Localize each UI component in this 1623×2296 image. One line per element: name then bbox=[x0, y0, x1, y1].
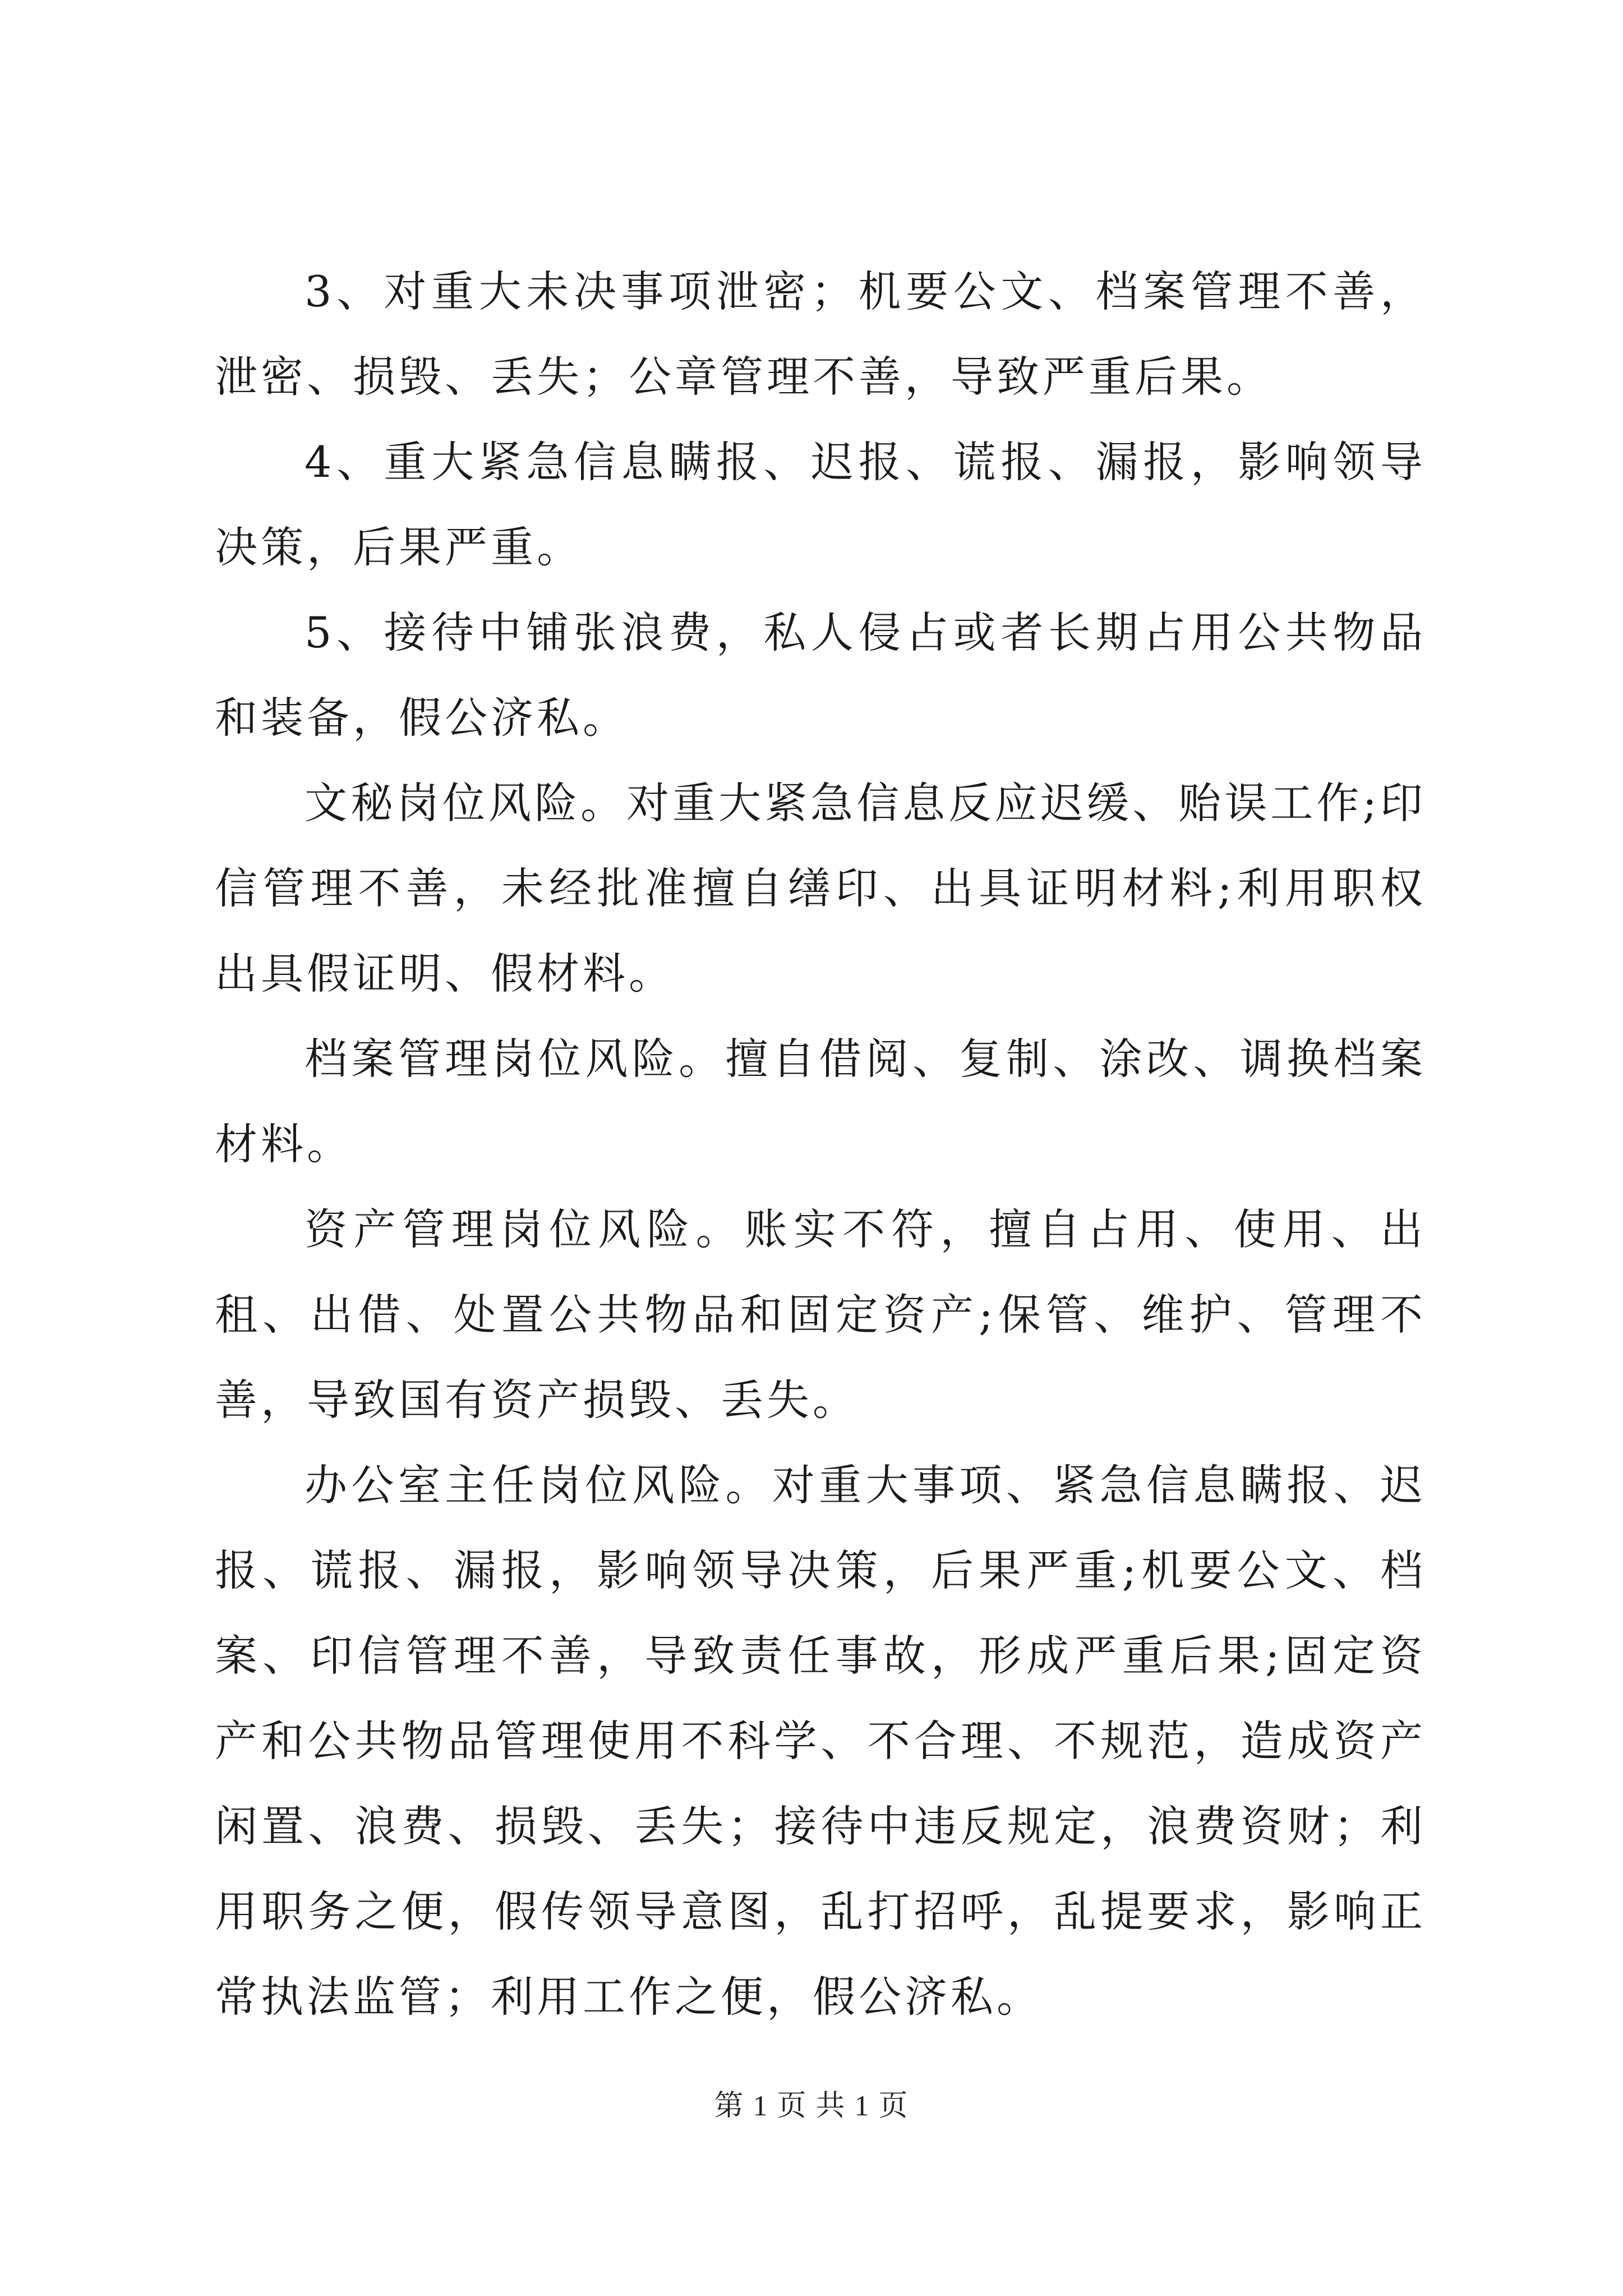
page-footer: 第 1 页 共 1 页 bbox=[714, 2090, 909, 2122]
paragraph-asset-risk: 资产管理岗位风险。账实不符，擅自占用、使用、出租、出借、处置公共物品和固定资产;保管、维护、管理不善，导致国有资产损毁、丢失。 bbox=[215, 1204, 1426, 1425]
paragraph-office-director-risk: 办公室主任岗位风险。对重大事项、紧急信息瞒报、迟报、谎报、漏报，影响领导决策，后果严重;机要公文、档案、印信管理不善，导致责任事故，形成严重后果;固定资产和公共物品管理使用不科学、不合理、不规范，造成资产闲置、浪费、损毁、丢失；接待中违反规定，浪费资财；利用职务之便，假传领导意图，乱打招呼，乱提要求，影响正常执法监管；利用工作之便，假公济私。 bbox=[215, 1460, 1426, 2022]
paragraph-item-3: 3、对重大未决事项泄密；机要公文、档案管理不善，泄密、损毁、丢失；公章管理不善，导致严重后果。 bbox=[215, 266, 1426, 402]
paragraph-archive-risk: 档案管理岗位风险。擅自借阅、复制、涂改、调换档案材料。 bbox=[215, 1034, 1426, 1169]
document-body bbox=[215, 249, 1426, 2040]
paragraph-secretary-risk: 文秘岗位风险。对重大紧急信息反应迟缓、贻误工作;印信管理不善，未经批准擅自缮印、出具证明材料;利用职权出具假证明、假材料。 bbox=[215, 778, 1426, 999]
paragraph-item-4: 4、重大紧急信息瞒报、迟报、谎报、漏报，影响领导决策，后果严重。 bbox=[215, 437, 1426, 572]
paragraph-item-5: 5、接待中铺张浪费，私人侵占或者长期占用公共物品和装备，假公济私。 bbox=[215, 608, 1426, 743]
